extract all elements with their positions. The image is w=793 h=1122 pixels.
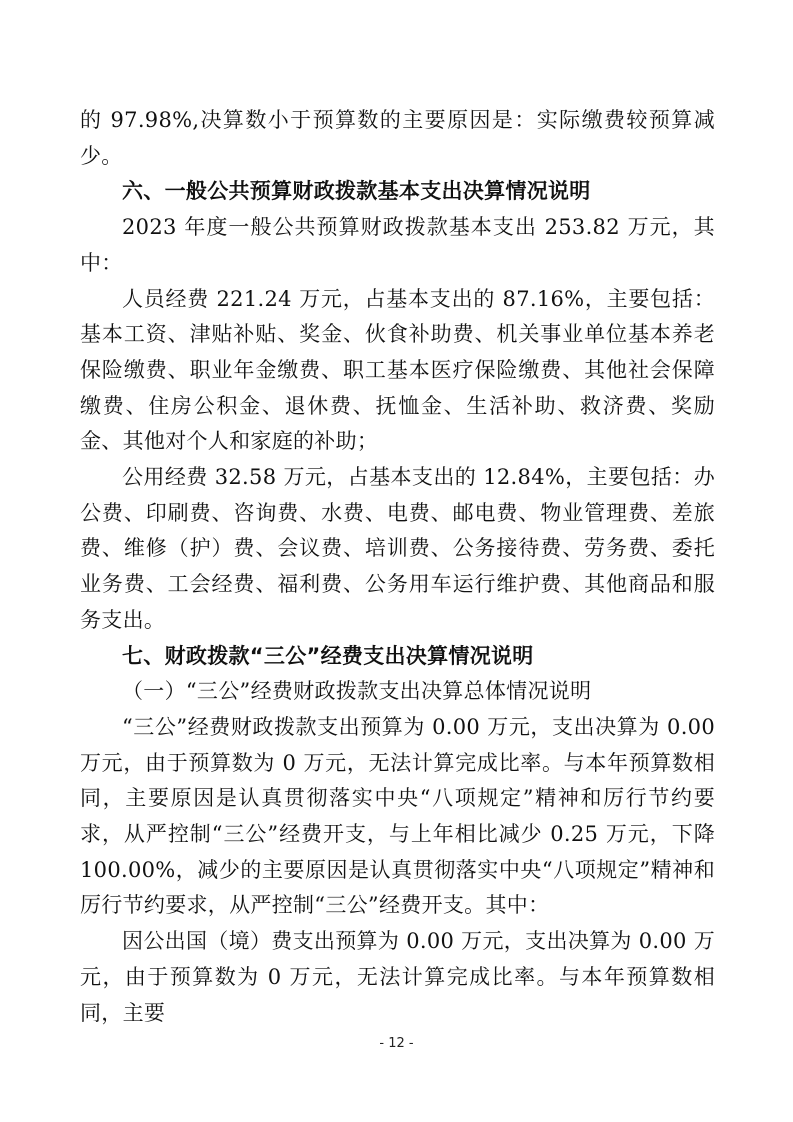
paragraph-continuation: 的 97.98%,决算数小于预算数的主要原因是：实际缴费较预算减少。: [80, 108, 715, 168]
paragraph-basic-expenditure-total: 2023 年度一般公共预算财政拨款基本支出 253.82 万元，其中：: [80, 215, 715, 275]
paragraph-overseas-travel: 因公出国（境）费支出预算为 0.00 万元，支出决算为 0.00 万元，由于预算数为 0 万元，无法计算完成比率。与本年预算数相同，主要: [80, 929, 715, 1025]
paragraph-three-public-overview: “三公”经费财政拨款支出预算为 0.00 万元，支出决算为 0.00 万元，由于预算数为 0 万元，无法计算完成比率。与本年预算数相同，主要原因是认真贯彻落实中央“八项规定”精神和厉行节约要求，从严控制“三公”经费开支，与上年相比减少 0.25 万元，下降 100.00%，减少的主要原因是认真贯彻落实中央“八项规定”精神和厉行节约要求，从严控制“三公”经费开支。其中：: [80, 714, 715, 918]
section-heading-6: 六、一般公共预算财政拨款基本支出决算情况说明: [122, 179, 591, 204]
page-number: - 12 -: [379, 1036, 414, 1051]
paragraph-public-expenses: 公用经费 32.58 万元，占基本支出的 12.84%，主要包括：办公费、印刷费、咨询费、水费、电费、邮电费、物业管理费、差旅费、维修（护）费、会议费、培训费、公务接待费、劳务费、委托业务费、工会经费、福利费、公务用车运行维护费、其他商品和服务支出。: [80, 465, 715, 632]
subsection-heading-1: （一）“三公”经费财政拨款支出决算总体情况说明: [122, 679, 592, 704]
section-heading-7: 七、财政拨款“三公”经费支出决算情况说明: [122, 643, 534, 668]
paragraph-personnel-expenses: 人员经费 221.24 万元，占基本支出的 87.16%，主要包括：基本工资、津贴补贴、奖金、伙食补助费、机关事业单位基本养老保险缴费、职业年金缴费、职工基本医疗保险缴费、其他社会保障缴费、住房公积金、退休费、抚恤金、生活补助、救济费、奖励金、其他对个人和家庭的补助；: [80, 286, 715, 454]
